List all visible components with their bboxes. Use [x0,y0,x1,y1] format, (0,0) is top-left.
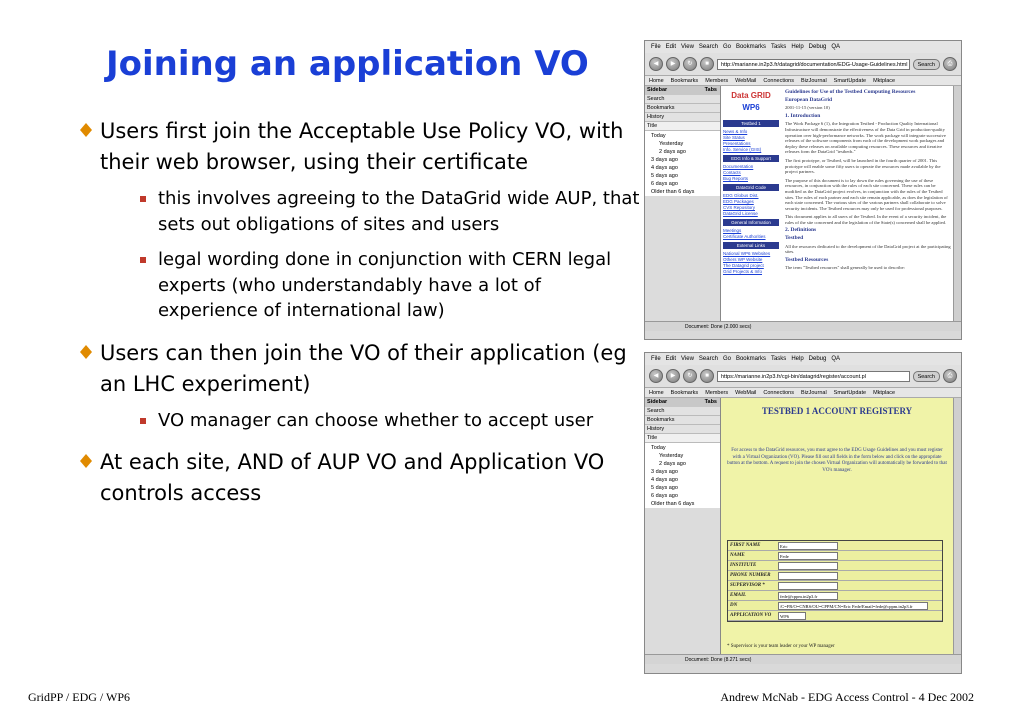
print-icon[interactable]: ⎙ [943,369,957,383]
nav-link[interactable]: Others WP Website [723,257,763,262]
page-content [721,86,953,321]
history-item[interactable]: 5 days ago [651,485,678,491]
registration-form [727,540,943,622]
nav-link[interactable]: Grid Projects & Info [723,269,763,274]
menu-view[interactable]: View [681,44,694,50]
bullet-text: Users first join the Acceptable Use Policy VO, with their web browser, using their certificate [100,119,624,174]
back-icon[interactable]: ◀ [649,57,663,71]
slide-title: Joining an application VO [106,44,589,84]
bookmark-members[interactable]: Members [705,390,729,396]
history-item[interactable]: 6 days ago [651,493,678,499]
history-item[interactable]: 3 days ago [651,469,678,475]
menu-edit[interactable]: Edit [665,44,677,50]
history-list [645,131,720,196]
nav-link[interactable]: National WP6 Websites [723,251,771,256]
bullet-text: At each site, AND of AUP VO and Application VO controls access [100,450,605,505]
doc-date: 2001-11-15 (version 10) [785,105,830,111]
sidebar-item-search[interactable]: Search [645,95,720,104]
doc-heading: Testbed Resources [785,256,829,263]
square-bullet-icon [140,418,146,424]
vertical-scrollbar[interactable] [953,398,961,654]
menu-file[interactable]: File [651,44,661,50]
doc-title: Guidelines for Use of the Testbed Computing Resources [785,89,916,95]
menu-qa[interactable]: QA [831,356,841,362]
history-item[interactable]: 4 days ago [651,477,678,483]
doc-heading: Testbed [785,235,804,242]
print-icon[interactable]: ⎙ [943,57,957,71]
browser-window-guidelines [644,40,962,340]
bookmark-webmail[interactable]: WebMail [735,390,757,396]
menu-debug[interactable]: Debug [808,44,827,50]
menu-tasks[interactable]: Tasks [770,44,787,50]
stop-icon[interactable]: ■ [700,57,714,71]
history-item[interactable]: 3 days ago [651,157,678,163]
history-item[interactable]: Older than 6 days [651,189,695,195]
bullet-text: Users can then join the VO of their application (eg an LHC experiment) [100,340,627,396]
form-row-phone: PHONE NUMBER [728,571,942,581]
bookmark-bookmarks[interactable]: Bookmarks [670,78,699,84]
bookmark-smartupdate[interactable]: SmartUpdate [833,78,867,84]
sidebar-header: Sidebar Tabs [645,86,720,95]
diamond-bullet-icon [80,345,94,359]
form-row-name: NAME Fede [728,551,942,561]
bookmark-bizjournal[interactable]: BizJournal [800,390,827,396]
history-item[interactable]: Yesterday [659,453,684,459]
registry-page [721,398,953,654]
email-input[interactable]: fede@cppm.in2p3.fr [778,592,838,600]
registry-title: TESTBED 1 ACCOUNT REGISTERY [761,406,913,416]
url-field[interactable]: http://marianne.in2p3.fr/datagrid/documentation/EDG-Usage-Guidelines.html [717,59,910,70]
reload-icon[interactable]: ↻ [683,369,697,383]
form-row-dn: DN /C=FR/O=CNRS/OU=CPPM/CN=Eric Fede/Email=fede@cppm.in2p3.fr [728,601,942,611]
menu-debug[interactable]: Debug [808,356,827,362]
doc-heading: 2. Definitions [785,227,817,234]
first-name-input[interactable]: Eric [778,542,838,550]
bookmarks-toolbar [645,387,961,398]
sidebar-item-history[interactable]: History [645,113,720,122]
nav-link[interactable]: Bug Reports [723,176,749,181]
bullet-aup-vo [80,116,640,324]
bookmark-mktplace[interactable]: Mktplace [873,390,896,396]
sidebar-tabs-button[interactable]: Tabs [704,399,717,405]
nav-link[interactable]: Certificate Authorities [723,234,766,239]
diamond-bullet-icon [80,123,94,137]
history-column-title[interactable]: Title [645,122,720,131]
form-row-email: EMAIL fede@cppm.in2p3.fr [728,591,942,601]
bookmarks-toolbar [645,75,961,86]
nav-link[interactable]: Info. Service (GIIS) [723,147,762,152]
name-input[interactable]: Fede [778,552,838,560]
status-bar: Document: Done (8.271 secs) [645,654,961,664]
menu-view[interactable]: View [681,356,694,362]
menu-tasks[interactable]: Tasks [770,356,787,362]
status-bar: Document: Done (2.000 secs) [645,321,961,331]
menu-bar [645,41,961,53]
doc-paragraph: All the resources dedicated to the development of the DataGrid project at the participating sites. [785,243,951,255]
nav-link[interactable]: Presentations [723,141,751,146]
site-nav [721,86,781,277]
doc-paragraph: This document applies to all users of the Testbed. In the event of a security incident, the rules of the site concerned and the legislation of the State(s) concerned shall be applied. [785,214,947,225]
history-item[interactable]: 2 days ago [659,149,686,155]
nav-section-header: External Links [723,242,779,249]
doc-paragraph: The first prototype, or Testbed, will be launched in the fourth quarter of 2001. This prototype will enable some fifty users to operate the resources made available by the project partners. [785,157,941,175]
nav-link[interactable]: Documentation [723,164,754,169]
sub-bullet-vo-manager: VO manager can choose whether to accept user [100,408,640,434]
menu-go[interactable]: Go [722,356,731,362]
bookmark-webmail[interactable]: WebMail [735,78,757,84]
registry-intro: For access to the DataGrid resources, you must agree to the EDG Usage Guidelines and you must register with a Virtual Organization (VO). Please fill out all fields in the form below and click on the appropriate button at the bottom. A request to join the chosen Virtual Organization will automatically be forwarded to that VO's manager. [727,448,947,473]
menu-search[interactable]: Search [698,356,718,362]
form-row-first-name: FIRST NAME Eric [728,541,942,551]
bookmark-connections[interactable]: Connections [763,390,794,396]
sub-bullet-legal: legal wording done in conjunction with CERN legal experts (who understandably have a lot of experience of international law) [100,247,640,324]
bookmark-smartupdate[interactable]: SmartUpdate [833,390,867,396]
institute-input[interactable] [778,562,838,570]
bookmark-mktplace[interactable]: Mktplace [873,78,896,84]
menu-edit[interactable]: Edit [665,356,677,362]
menu-search[interactable]: Search [698,44,718,50]
sidebar-tabs-button[interactable]: Tabs [704,87,717,93]
application-vo-select[interactable]: WP6 [778,612,806,620]
history-item[interactable]: 2 days ago [659,461,686,467]
datagrid-logo: Data GRID WP6 [731,91,771,112]
diamond-bullet-icon [80,454,94,468]
doc-paragraph: The Work Package 6 (1), the Integration Testbed - Production Quality International Infrastructure will demonstrate the effectiveness of the Data Grid in production-quality operation over high-performance networks. The work package will integrate successive releases of the software components from each of the development work packages and deploy these releases on available computing resources. These resources and iterative releases form the DataGrid "testbeds." [785,121,946,155]
footer-right: Andrew McNab - EDG Access Control - 4 Dec 2002 [720,690,974,704]
square-bullet-icon [140,257,146,263]
supervisor-input[interactable] [778,582,838,590]
menu-help[interactable]: Help [791,44,804,50]
history-item[interactable]: 6 days ago [651,181,678,187]
nav-section-header: DataGrid Code [723,184,779,191]
history-item[interactable]: Older than 6 days [651,501,695,507]
nav-link[interactable]: EDG Packages [723,199,754,204]
doc-subtitle: European DataGrid [785,96,833,103]
menu-bookmarks[interactable]: Bookmarks [735,44,766,50]
doc-heading: 1. Introduction [785,112,821,119]
nav-link[interactable]: Site Status [723,135,745,140]
nav-link[interactable]: News & Info [723,129,748,134]
bookmark-bizjournal[interactable]: BizJournal [800,78,827,84]
bullet-site-access [80,447,640,509]
forward-icon[interactable]: ▶ [666,369,680,383]
doc-paragraph: The purpose of this document is to lay down the rules governing the use of these resources, in conjunction with the rules of each site concerned. These rules can be modified as the DataGrid project evolves, in conjunction with the rules of the Testbed sites. The rules of each partner and each site remain applicable, as does the legislation of each state concerned. The various sites of the various partners shall collaborate to solve security incidents. The Testbed resources may only be used for professional purposes. [785,177,948,211]
sidebar [645,398,721,654]
bullet-list [80,116,640,523]
sidebar-item-history[interactable]: History [645,425,720,434]
sidebar [645,86,721,321]
search-button[interactable]: Search [913,371,940,382]
nav-link[interactable]: Meetings [723,228,742,233]
menu-go[interactable]: Go [722,44,731,50]
nav-link[interactable]: DataGrid License [723,211,758,216]
forward-icon[interactable]: ▶ [666,57,680,71]
nav-section-header: EDG Info & Support [723,155,779,162]
browser-window-registry [644,352,962,674]
nav-toolbar [645,365,961,387]
supervisor-note: * Supervisor is your team leader or your WP manager [727,644,835,649]
url-field[interactable]: https://marianne.in2p3.fr/cgi-bin/datagrid/register/account.pl [717,371,910,382]
back-icon[interactable]: ◀ [649,369,663,383]
bookmark-members[interactable]: Members [705,78,729,84]
vertical-scrollbar[interactable] [953,86,961,321]
sidebar-item-bookmarks[interactable]: Bookmarks [645,104,720,113]
menu-qa[interactable]: QA [831,44,841,50]
menu-file[interactable]: File [651,356,661,362]
square-bullet-icon [140,196,146,202]
reload-icon[interactable]: ↻ [683,57,697,71]
bullet-app-vo [80,338,640,434]
history-item[interactable]: Today [651,445,666,451]
doc-paragraph: The term "Testbed resources" shall generally be used to describe: [785,265,905,271]
nav-toolbar [645,53,961,75]
dn-input[interactable]: /C=FR/O=CNRS/OU=CPPM/CN=Eric Fede/Email=fede@cppm.in2p3.fr [778,602,928,610]
sidebar-item-bookmarks[interactable]: Bookmarks [645,416,720,425]
history-item[interactable]: 5 days ago [651,173,678,179]
page-content [721,398,953,654]
bookmark-bookmarks[interactable]: Bookmarks [670,390,699,396]
form-row-application-vo: APPLICATION VO WP6 [728,611,942,621]
history-column-title[interactable]: Title [645,434,720,443]
nav-link[interactable]: EDG Globus Dist. [723,193,759,198]
nav-section-header: Testbed 1 [723,120,779,127]
sidebar-header: Sidebar Tabs [645,398,720,407]
phone-input[interactable] [778,572,838,580]
nav-section-header: General Information [723,219,779,226]
sub-bullet-aup: this involves agreeing to the DataGrid wide AUP, that sets out obligations of sites and users [100,186,640,237]
history-list [645,443,720,508]
nav-link[interactable]: CVS Repository [723,205,756,210]
history-item[interactable]: Yesterday [659,141,684,147]
history-item[interactable]: 4 days ago [651,165,678,171]
bookmark-home[interactable]: Home [649,78,664,84]
nav-link[interactable]: The Datagrid project [723,263,764,268]
form-row-supervisor: SUPERVISOR * [728,581,942,591]
form-row-institute: INSTITUTE [728,561,942,571]
sidebar-item-search[interactable]: Search [645,407,720,416]
history-item[interactable]: Today [651,133,666,139]
footer-left: GridPP / EDG / WP6 [28,690,131,704]
menu-bookmarks[interactable]: Bookmarks [735,356,766,362]
bookmark-home[interactable]: Home [649,390,664,396]
stop-icon[interactable]: ■ [700,369,714,383]
bookmark-connections[interactable]: Connections [763,78,794,84]
menu-help[interactable]: Help [791,356,804,362]
menu-bar [645,353,961,365]
guidelines-document [785,88,951,274]
nav-link[interactable]: Contacts [723,170,741,175]
search-button[interactable]: Search [913,59,940,70]
